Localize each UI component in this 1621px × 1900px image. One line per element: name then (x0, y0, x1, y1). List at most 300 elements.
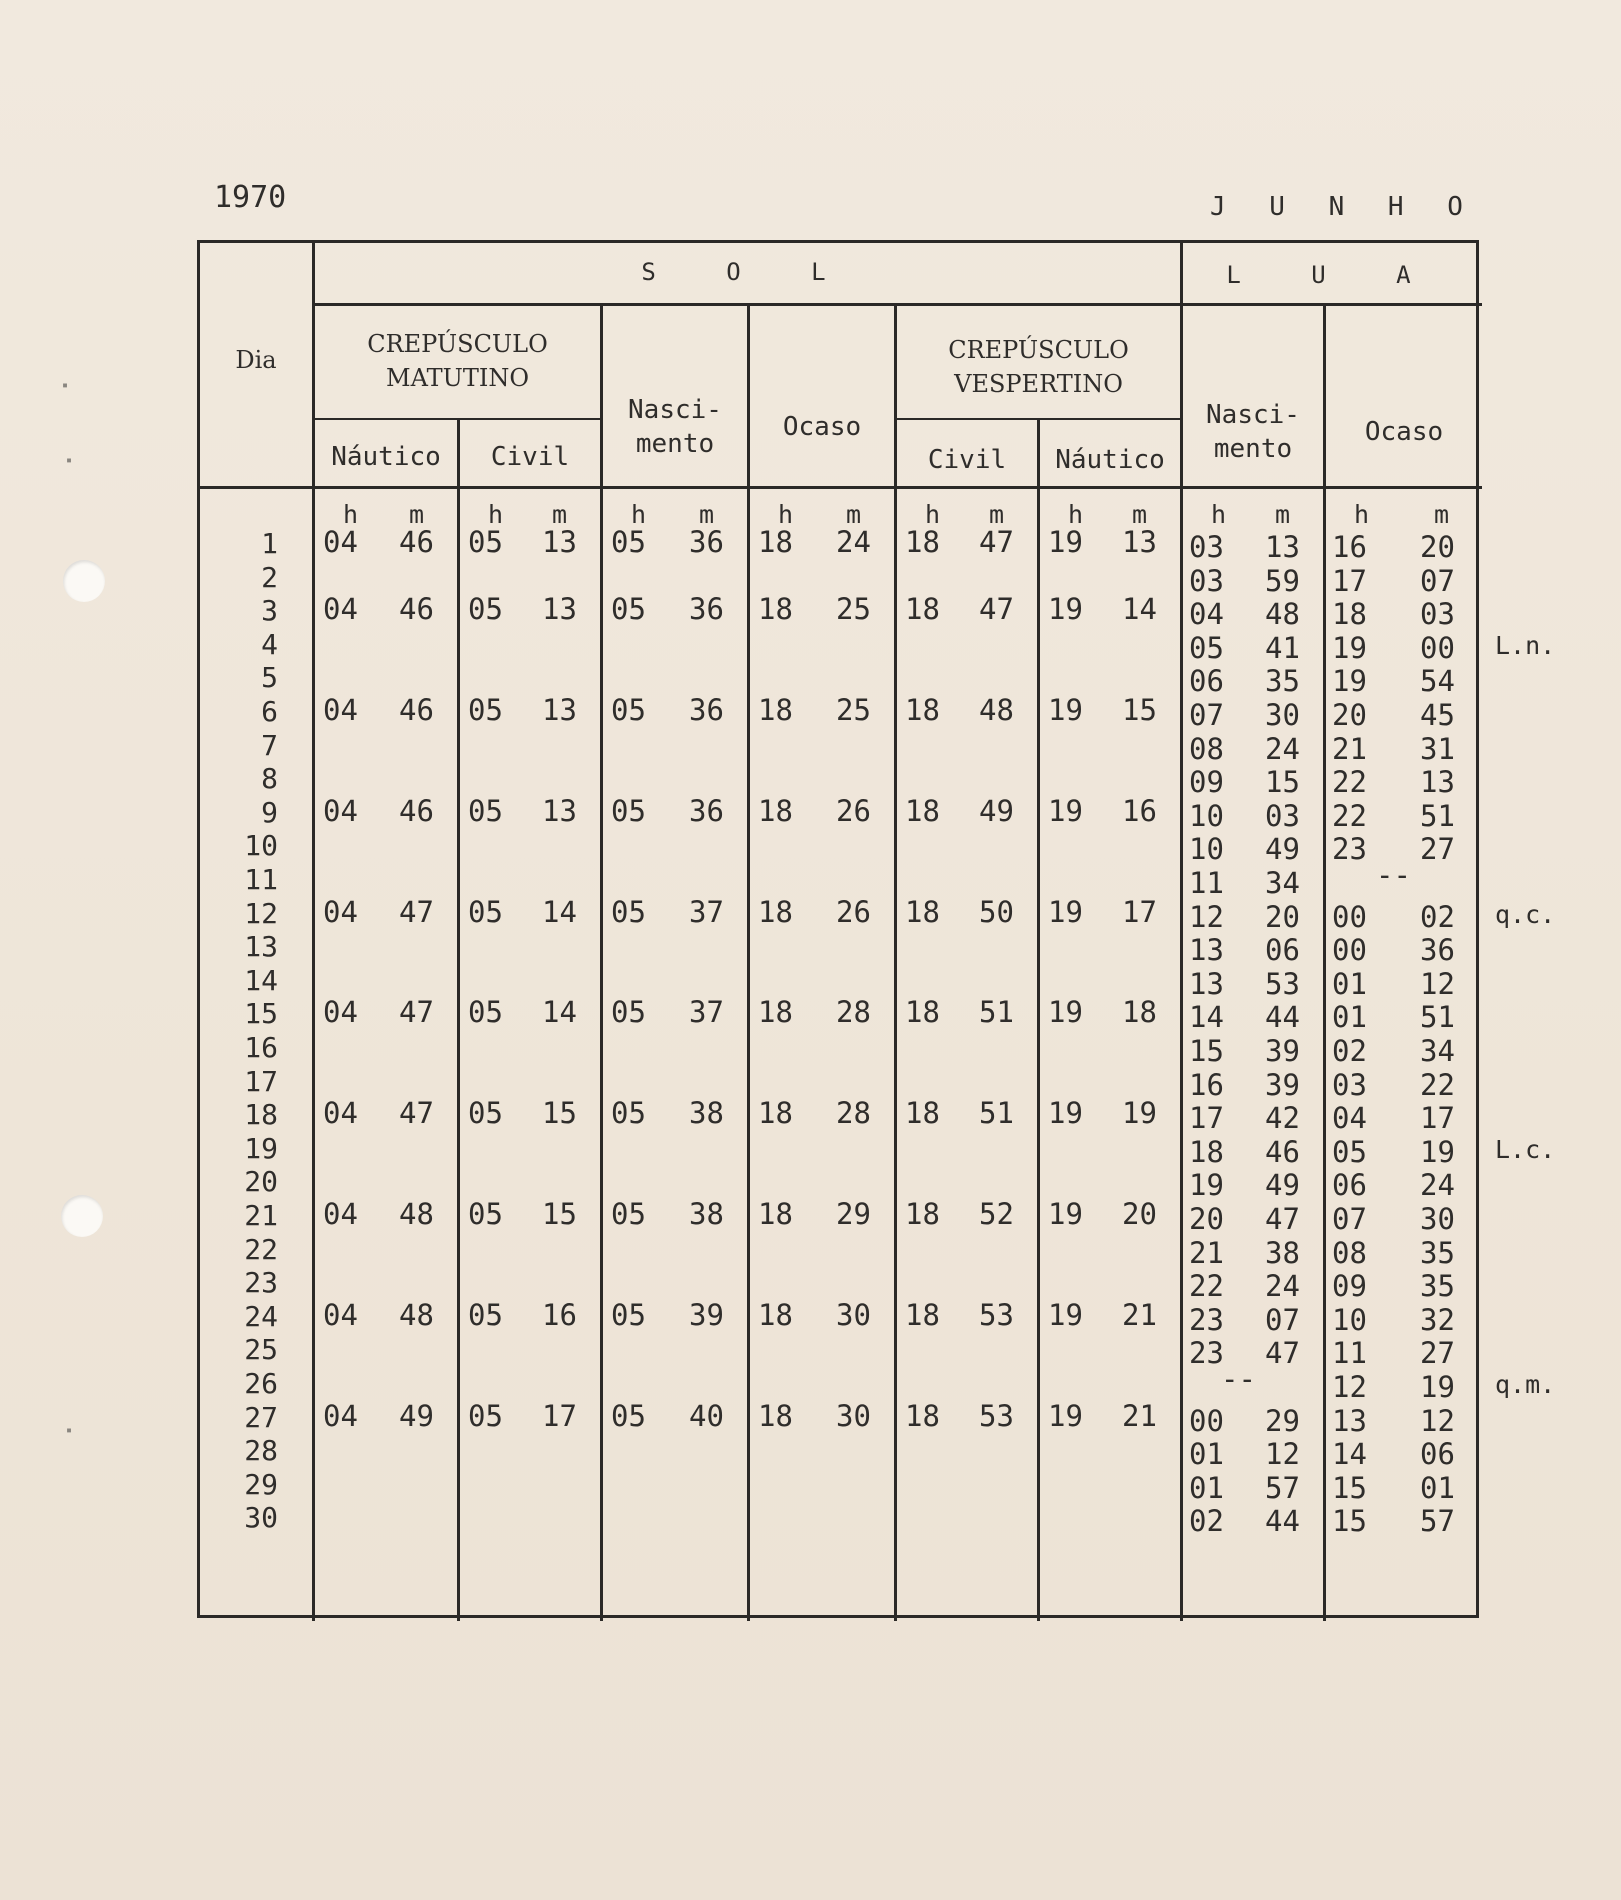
lua-ocaso-hour: 22 (1332, 765, 1367, 800)
sol-hour: 18 (905, 525, 940, 559)
sol-minute: 28 (836, 1096, 871, 1131)
day-number: 13 (244, 930, 278, 964)
sol-header: S O L (641, 258, 854, 286)
sol-minute: 38 (689, 1096, 724, 1131)
day-number: 11 (244, 863, 278, 896)
lua-nasc-hour: 07 (1189, 698, 1224, 732)
lua-ocaso-minute: 19 (1420, 1370, 1455, 1404)
lua-header: L U A (1226, 261, 1439, 289)
lua-nasc-minute: 47 (1265, 1202, 1300, 1236)
lua-nasc-minute: 44 (1265, 1000, 1300, 1035)
sol-minute: 20 (1122, 1197, 1157, 1231)
sol-minute: 26 (836, 793, 871, 828)
lua-nasc-hour: 14 (1189, 1000, 1224, 1035)
sol-minute: 18 (1122, 995, 1157, 1030)
sol-hour: 18 (905, 1297, 940, 1332)
day-number: 6 (261, 695, 278, 728)
sol-minute: 46 (399, 693, 434, 727)
sol-minute: 13 (542, 525, 577, 559)
lua-ocaso-hour: 17 (1332, 563, 1367, 598)
lua-nasc-hour: 03 (1189, 563, 1224, 598)
lua-ocaso-hour: 00 (1332, 933, 1367, 968)
lua-ocaso-minute: 31 (1420, 731, 1455, 766)
sol-minute: 16 (1122, 793, 1157, 828)
day-number: 26 (244, 1367, 278, 1400)
lua-nasc-minute: 13 (1265, 530, 1300, 564)
day-number: 18 (244, 1098, 278, 1132)
civil-vesp-header: Civil (927, 445, 1007, 475)
sol-hour: 05 (611, 592, 646, 627)
sol-minute: 19 (1122, 1096, 1157, 1131)
sol-hour: 19 (1048, 1197, 1083, 1231)
crep-vespertino-title (897, 333, 1180, 401)
lua-nasc-minute: 57 (1265, 1470, 1300, 1505)
day-number: 3 (261, 594, 278, 628)
day-number: 16 (244, 1031, 278, 1064)
unit-h-label: h (1068, 500, 1084, 529)
lua-nasc-hour: 15 (1189, 1034, 1224, 1068)
lua-nasc-hour: 19 (1189, 1168, 1224, 1203)
sol-minute: 47 (399, 995, 434, 1030)
day-number: 28 (244, 1434, 278, 1468)
sol-hour: 05 (468, 1096, 503, 1131)
sol-minute: 48 (399, 1197, 434, 1231)
day-number: 19 (244, 1131, 278, 1165)
sol-hour: 18 (758, 592, 793, 627)
lua-nasc-minute: 41 (1265, 630, 1300, 665)
sol-minute: 46 (399, 592, 434, 627)
lua-ocaso-minute: 22 (1420, 1067, 1455, 1102)
sol-hour: 05 (611, 1096, 646, 1131)
sol-minute: 21 (1122, 1398, 1157, 1433)
lua-ocaso-minute: 12 (1420, 1403, 1455, 1438)
lua-nasc-minute: 24 (1265, 1269, 1300, 1304)
lua-ocaso-minute: 13 (1420, 765, 1455, 800)
sol-minute: 47 (979, 592, 1014, 627)
year-label: 1970 (214, 180, 287, 215)
lua-ocaso-minute: 32 (1420, 1302, 1455, 1337)
sol-hour: 18 (758, 995, 793, 1030)
civil-mat-header: Civil (490, 442, 570, 472)
nascimento-sol-header (603, 393, 747, 461)
sol-minute: 46 (399, 793, 434, 828)
lua-nasc-minute: 59 (1265, 563, 1300, 598)
lua-nasc-hour: 10 (1189, 798, 1224, 833)
sol-minute: 25 (836, 693, 871, 727)
sol-hour: 18 (758, 793, 793, 828)
sol-hour: 05 (611, 995, 646, 1030)
day-number: 27 (244, 1400, 278, 1434)
lua-ocaso-hour: 04 (1332, 1101, 1367, 1136)
header-bottom-line (200, 486, 1482, 489)
sol-hour: 05 (611, 793, 646, 828)
sol-hour: 18 (758, 693, 793, 727)
lua-ocaso-minute: 51 (1420, 798, 1455, 833)
unit-m-label: m (1434, 500, 1450, 529)
lua-ocaso-minute: 35 (1420, 1235, 1455, 1270)
day-number: 7 (261, 728, 278, 762)
day-number: 14 (244, 963, 278, 997)
day-number: 24 (244, 1299, 278, 1333)
lua-ocaso-minute: 27 (1420, 832, 1455, 867)
lua-nasc-hour: 04 (1189, 597, 1224, 632)
sol-minute: 47 (399, 1096, 434, 1131)
sol-minute: 25 (836, 592, 871, 627)
sol-minute: 13 (1122, 525, 1157, 559)
nascimento-sol-line2: mento (635, 429, 715, 459)
sol-minute: 14 (542, 995, 577, 1030)
sol-hour: 04 (323, 1398, 358, 1433)
crep-matutino-line2: MATUTINO (386, 364, 529, 392)
lua-nasc-minute: 12 (1265, 1437, 1300, 1472)
lua-nasc-hour: 20 (1189, 1202, 1224, 1236)
day-number: 8 (261, 762, 278, 796)
lua-ocaso-minute: 12 (1420, 966, 1455, 1001)
day-number: 17 (244, 1064, 278, 1098)
sol-hour: 04 (323, 592, 358, 627)
day-number: 5 (261, 661, 278, 695)
unit-h-label: h (778, 500, 794, 529)
lua-ocaso-minute: 57 (1420, 1504, 1455, 1539)
sol-hour: 18 (758, 1096, 793, 1131)
lua-ocaso-hour: 15 (1332, 1504, 1367, 1539)
sol-hour: 05 (468, 1398, 503, 1433)
nascimento-lua-header (1183, 398, 1323, 466)
lua-ocaso-hour: 19 (1332, 664, 1367, 699)
day-number: 2 (261, 560, 278, 594)
lua-ocaso-hour: 07 (1332, 1202, 1367, 1236)
unit-m-label: m (409, 500, 425, 529)
day-number: 12 (244, 896, 278, 930)
sol-minute: 21 (1122, 1297, 1157, 1332)
sol-minute: 53 (979, 1398, 1014, 1433)
lua-ocaso-hour: 21 (1332, 731, 1367, 766)
sol-minute: 49 (979, 793, 1014, 828)
lua-nasc-hour: 05 (1189, 630, 1224, 665)
lua-ocaso-hour: 00 (1332, 899, 1367, 934)
moon-phase-note: L.c. (1495, 1134, 1556, 1164)
sol-minute: 52 (979, 1197, 1014, 1231)
sol-hour: 18 (905, 592, 940, 627)
sol-minute: 39 (689, 1297, 724, 1332)
sol-minute: 51 (979, 1096, 1014, 1131)
lua-nasc-hour: 02 (1189, 1504, 1224, 1539)
sol-minute: 28 (836, 995, 871, 1030)
lua-ocaso-hour: 06 (1332, 1168, 1367, 1203)
unit-h-label: h (631, 500, 647, 529)
lua-nasc-hour: 00 (1189, 1403, 1224, 1438)
sol-hour: 18 (905, 894, 940, 929)
lua-nasc-minute: 35 (1265, 664, 1300, 699)
crep-vespertino-line2: VESPERTINO (954, 370, 1123, 398)
lua-nasc-minute: 53 (1265, 966, 1300, 1001)
lua-ocaso-minute: 45 (1420, 698, 1455, 732)
sol-hour: 19 (1048, 995, 1083, 1030)
moon-phase-note: q.c. (1495, 899, 1556, 929)
lua-nasc-minute: 30 (1265, 698, 1300, 732)
sol-hour: 19 (1048, 592, 1083, 627)
sol-hour: 18 (905, 1197, 940, 1231)
sol-hour: 05 (468, 1297, 503, 1332)
sol-minute: 15 (1122, 693, 1157, 727)
margin-mark: ▪ (66, 455, 73, 466)
lua-nasc-minute: 48 (1265, 597, 1300, 632)
lua-nasc-hour: 06 (1189, 664, 1224, 699)
lua-nasc-hour: 10 (1189, 832, 1224, 867)
lua-nasc-minute: 38 (1265, 1235, 1300, 1270)
margin-mark: ▪ (66, 1425, 73, 1436)
lua-ocaso-hour: 20 (1332, 698, 1367, 732)
lua-ocaso-hour: 22 (1332, 798, 1367, 833)
sol-minute: 37 (689, 894, 724, 929)
sol-hour: 05 (611, 525, 646, 559)
lua-ocaso-minute: 07 (1420, 563, 1455, 598)
lua-ocaso-hour: 12 (1332, 1370, 1367, 1404)
sol-hour: 18 (905, 1096, 940, 1131)
sol-minute: 29 (836, 1197, 871, 1231)
lua-nasc-minute: 46 (1265, 1134, 1300, 1169)
lua-nasc-minute: 39 (1265, 1034, 1300, 1068)
lua-nasc-minute: 44 (1265, 1504, 1300, 1539)
lua-ocaso-minute: 36 (1420, 933, 1455, 968)
unit-m-label: m (846, 500, 862, 529)
sol-minute: 17 (542, 1398, 577, 1433)
sol-hour: 18 (905, 995, 940, 1030)
lua-ocaso-hour: 16 (1332, 530, 1367, 564)
lua-nasc-hour: 13 (1189, 966, 1224, 1001)
lua-nasc-hour: 09 (1189, 765, 1224, 800)
sol-hour: 05 (611, 1297, 646, 1332)
day-number: 9 (261, 795, 278, 829)
lua-ocaso-hour: 03 (1332, 1067, 1367, 1102)
sol-hour: 05 (468, 592, 503, 627)
sol-minute: 14 (1122, 592, 1157, 627)
sol-minute: 24 (836, 525, 871, 559)
day-number: 22 (244, 1232, 278, 1266)
lua-nasc-minute: 07 (1265, 1302, 1300, 1337)
sol-minute: 36 (689, 592, 724, 627)
punch-hole (63, 560, 105, 602)
sol-hour: 05 (611, 693, 646, 727)
unit-m-label: m (1132, 500, 1148, 529)
ocaso-sol-header: Ocaso (782, 412, 862, 442)
lua-nasc-hour: 01 (1189, 1470, 1224, 1505)
lua-nasc-hour: 11 (1189, 866, 1224, 900)
sol-hour: 04 (323, 1197, 358, 1231)
sol-hour: 05 (468, 525, 503, 559)
lua-ocaso-hour: 10 (1332, 1302, 1367, 1337)
day-number: 10 (244, 829, 278, 863)
nascimento-sol-line1: Nasci- (628, 395, 722, 425)
sol-hour: 18 (758, 1398, 793, 1433)
lua-ocaso-minute: 01 (1420, 1470, 1455, 1505)
sol-hour: 19 (1048, 793, 1083, 828)
dia-header: Dia (235, 346, 277, 374)
sol-minute: 16 (542, 1297, 577, 1332)
sol-hour: 05 (468, 693, 503, 727)
lua-nasc-minute: 29 (1265, 1403, 1300, 1438)
lua-nasc-hour: 03 (1189, 530, 1224, 564)
lua-ocaso-minute: 03 (1420, 597, 1455, 632)
sol-minute: 15 (542, 1096, 577, 1131)
col-divider (457, 418, 460, 1621)
sol-minute: 50 (979, 894, 1014, 929)
col-divider (1037, 418, 1040, 1621)
lua-nasc-hour: 23 (1189, 1302, 1224, 1337)
unit-h-label: h (925, 500, 941, 529)
sol-minute: 36 (689, 793, 724, 828)
col-divider (600, 303, 603, 1621)
sol-minute: 30 (836, 1297, 871, 1332)
sol-minute: 26 (836, 894, 871, 929)
unit-h-label: h (1211, 500, 1227, 529)
lua-nasc-hour: 22 (1189, 1269, 1224, 1304)
lua-ocaso-hour: 13 (1332, 1403, 1367, 1438)
nautico-mat-header: Náutico (331, 442, 441, 472)
lua-ocaso-minute: 20 (1420, 530, 1455, 564)
lua-ocaso-minute: 34 (1420, 1034, 1455, 1068)
lua-ocaso-hour: 19 (1332, 630, 1367, 665)
sol-minute: 13 (542, 793, 577, 828)
lua-nasc-minute: 47 (1265, 1336, 1300, 1371)
day-number: 20 (244, 1165, 278, 1199)
sol-hour: 18 (905, 793, 940, 828)
lua-ocaso-minute: 17 (1420, 1101, 1455, 1136)
lua-ocaso-hour: 15 (1332, 1470, 1367, 1505)
sol-minute: 47 (399, 894, 434, 929)
day-number: 15 (244, 997, 278, 1031)
lua-nasc-hour: 13 (1189, 933, 1224, 968)
lua-nasc-hour: 17 (1189, 1101, 1224, 1136)
lua-ocaso-hour: 23 (1332, 832, 1367, 867)
lua-ocaso-minute: 00 (1420, 630, 1455, 665)
lua-ocaso-minute: 30 (1420, 1202, 1455, 1236)
sol-minute: 14 (542, 894, 577, 929)
moon-phase-note: q.m. (1495, 1370, 1556, 1399)
lua-ocaso-hour: 18 (1332, 597, 1367, 632)
sol-hour: 05 (468, 894, 503, 929)
lua-nasc-minute: 39 (1265, 1067, 1300, 1102)
sol-hour: 04 (323, 793, 358, 828)
sol-hour: 18 (758, 894, 793, 929)
col-divider (1323, 303, 1326, 1621)
lua-ocaso-minute: 54 (1420, 664, 1455, 699)
unit-h-label: h (488, 500, 504, 529)
sol-minute: 13 (542, 592, 577, 627)
lua-nasc-minute: 49 (1265, 1168, 1300, 1203)
lua-nasc-hour: 16 (1189, 1067, 1224, 1102)
ocaso-lua-header: Ocaso (1364, 417, 1444, 447)
sol-hour: 04 (323, 894, 358, 929)
sol-minute: 30 (836, 1398, 871, 1433)
lua-ocaso-minute: 06 (1420, 1437, 1455, 1472)
lua-ocaso-hour: 05 (1332, 1134, 1367, 1169)
unit-m-label: m (989, 500, 1005, 529)
lua-nasc-hour: 23 (1189, 1336, 1224, 1371)
day-number: 25 (244, 1333, 278, 1367)
sol-minute: 36 (689, 693, 724, 727)
day-number: 21 (244, 1199, 278, 1232)
sol-hour: 04 (323, 995, 358, 1030)
lua-ocaso-minute: 51 (1420, 1000, 1455, 1035)
sol-hour: 18 (758, 1197, 793, 1231)
lua-nasc-hour: 01 (1189, 1437, 1224, 1472)
lua-nasc-none: -- (1221, 1362, 1256, 1396)
lua-ocaso-hour: 08 (1332, 1235, 1367, 1270)
nascimento-lua-line2: mento (1213, 434, 1293, 464)
sol-hour: 19 (1048, 894, 1083, 929)
sol-minute: 40 (689, 1398, 724, 1433)
moon-phase-note: L.n. (1495, 630, 1556, 660)
sol-hour: 19 (1048, 1398, 1083, 1433)
sol-hour: 19 (1048, 693, 1083, 727)
lua-nasc-minute: 03 (1265, 798, 1300, 833)
lua-nasc-minute: 24 (1265, 731, 1300, 766)
sol-hour: 04 (323, 1096, 358, 1131)
sol-minute: 48 (979, 693, 1014, 727)
day-number: 23 (244, 1266, 278, 1300)
unit-h-label: h (1354, 500, 1370, 529)
unit-m-label: m (699, 500, 715, 529)
lua-ocaso-minute: 19 (1420, 1134, 1455, 1169)
sol-hour: 18 (905, 1398, 940, 1433)
unit-m-label: m (1275, 500, 1291, 529)
day-number: 1 (261, 527, 278, 560)
sol-hour: 18 (905, 693, 940, 727)
lua-ocaso-minute: 35 (1420, 1269, 1455, 1304)
punch-hole (61, 1195, 103, 1237)
crep-matutino-title (315, 327, 600, 395)
nautico-vesp-header: Náutico (1055, 445, 1165, 475)
col-divider (747, 303, 750, 1621)
lua-nasc-minute: 20 (1265, 899, 1300, 934)
lua-nasc-minute: 15 (1265, 765, 1300, 800)
day-number: 30 (244, 1501, 278, 1535)
lua-nasc-hour: 12 (1189, 899, 1224, 934)
sol-minute: 38 (689, 1197, 724, 1231)
sol-minute: 15 (542, 1197, 577, 1231)
sol-hour: 04 (323, 1297, 358, 1332)
day-number: 29 (244, 1467, 278, 1501)
sol-hour: 19 (1048, 525, 1083, 559)
day-number: 4 (261, 627, 278, 661)
lua-ocaso-minute: 02 (1420, 899, 1455, 934)
sol-minute: 48 (399, 1297, 434, 1332)
lua-ocaso-none: -- (1376, 858, 1411, 892)
nascimento-lua-line1: Nasci- (1206, 400, 1300, 430)
lua-nasc-minute: 34 (1265, 866, 1300, 900)
sol-minute: 51 (979, 995, 1014, 1030)
unit-m-label: m (552, 500, 568, 529)
lua-nasc-minute: 49 (1265, 832, 1300, 867)
sol-hour: 05 (611, 894, 646, 929)
sol-minute: 47 (979, 525, 1014, 559)
sol-minute: 37 (689, 995, 724, 1030)
sol-minute: 36 (689, 525, 724, 559)
sol-hour: 05 (468, 793, 503, 828)
lua-nasc-minute: 42 (1265, 1101, 1300, 1136)
lua-ocaso-hour: 02 (1332, 1034, 1367, 1068)
sol-hour: 18 (758, 525, 793, 559)
crep-vespertino-line1: CREPÚSCULO (948, 336, 1129, 364)
sol-minute: 17 (1122, 894, 1157, 929)
month-label: J U N H O (1210, 192, 1477, 222)
sol-hour: 05 (468, 995, 503, 1030)
lua-ocaso-hour: 11 (1332, 1336, 1367, 1371)
lua-ocaso-hour: 01 (1332, 1000, 1367, 1035)
row-divider (894, 418, 1183, 420)
sol-hour: 05 (611, 1197, 646, 1231)
